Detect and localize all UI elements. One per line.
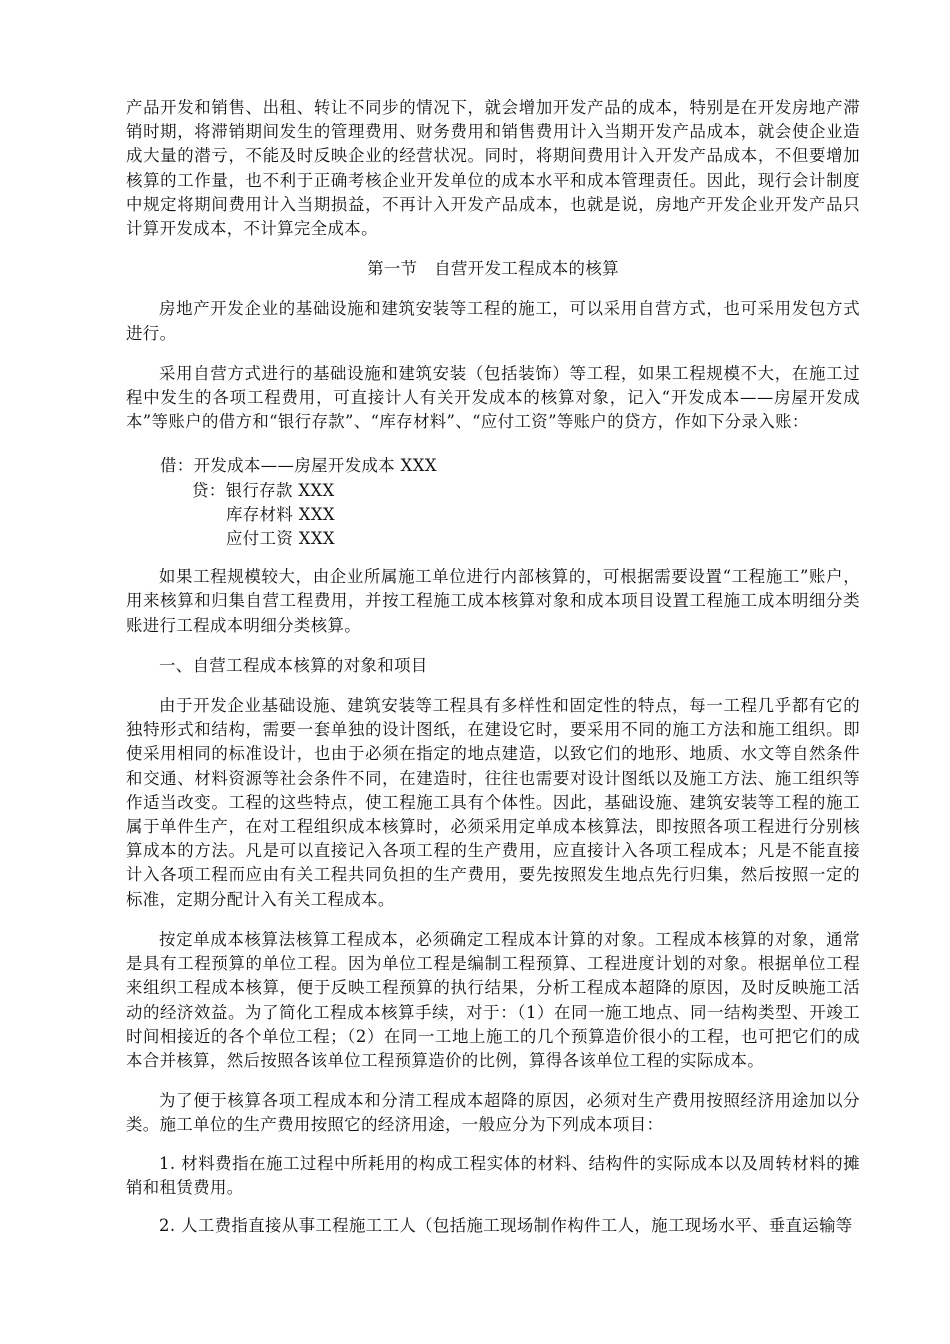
paragraph-continued: 产品开发和销售、出租、转让不同步的情况下，就会增加开发产品的成本，特别是在开发房地产滞销时期，将滞销期间发生的管理费用、财务费用和销售费用计入当期开发产品成本，就会使企业造成大量的潜亏，不能及时反映企业的经营状况。同时，将期间费用计入开发产品成本，不但要增加核算的工作量，也不利于正确考核企业开发单位的成本水平和成本管理责任。因此，现行会计制度中规定将期间费用计入当期损益，不再计入开发产品成本，也就是说，房地产开发企业开发产品只计算开发成本，不计算完全成本。 [126, 98, 860, 239]
paragraph-job-order-costing: 由于开发企业基础设施、建筑安装等工程具有多样性和固定性的特点，每一工程几乎都有它的独特形式和结构，需要一套单独的设计图纸，在建设它时，要采用不同的施工方法和施工组织。即使采用相同的标准设计，也由于必须在指定的地点建造，以致它们的地形、地质、水文等自然条件和交通、材料资源等社会条件不同，在建造时，往往也需要对设计图纸以及施工方法、施工组织等作适当改变。工程的这些特点，使工程施工具有个体性。因此，基础设施、建筑安装等工程的施工属于单件生产，在对工程组织成本核算时，必须采用定单成本核算法，即按照各项工程进行分别核算成本的方法。凡是可以直接记入各项工程的生产费用，应直接计入各项工程成本；凡是不能直接计入各项工程而应由有关工程共同负担的生产费用，要先按照发生地点先行归集，然后按照一定的标准，定期分配计入有关工程成本。 [126, 696, 860, 909]
journal-credit-line: 贷：银行存款 XXX [192, 480, 335, 500]
document-body [126, 96, 860, 1238]
journal-entry [126, 454, 860, 551]
list-item-materials: 1. 材料费指在施工过程中所耗用的构成工程实体的材料、结构件的实际成本以及周转材料的摊销和租赁费用。 [126, 1153, 860, 1197]
journal-credit-line: 应付工资 XXX [226, 529, 335, 549]
journal-debit-line: 借：开发成本——房屋开发成本 XXX [160, 456, 437, 476]
section-heading: 第一节 自营开发工程成本的核算 [367, 259, 619, 279]
paragraph-self-operated-large: 如果工程规模较大，由企业所属施工单位进行内部核算的，可根据需要设置“工程施工”账户，用来核算和归集自营工程费用，并按工程施工成本核算对象和成本项目设置工程施工成本明细分类账进行工程成本明细分类核算。 [126, 567, 860, 635]
paragraph-cost-objects: 按定单成本核算法核算工程成本，必须确定工程成本计算的对象。工程成本核算的对象，通常是具有工程预算的单位工程。因为单位工程是编制工程预算、工程进度计划的对象。根据单位工程来组织工程成本核算，便于反映工程预算的执行结果，分析工程成本超降的原因，及时反映施工活动的经济效益。为了简化工程成本核算手续，对于：（1）在同一施工地点、同一结构类型、开竣工时间相接近的各个单位工程；（2）在同一工地上施工的几个预算造价很小的工程，也可把它们的成本合并核算，然后按照各该单位工程预算造价的比例，算得各该单位工程的实际成本。 [126, 929, 860, 1070]
subheading-objects-and-items: 一、自营工程成本核算的对象和项目 [159, 655, 428, 675]
paragraph-construction-methods: 房地产开发企业的基础设施和建筑安装等工程的施工，可以采用自营方式，也可采用发包方式进行。 [126, 299, 860, 343]
journal-credit-line: 库存材料 XXX [226, 504, 335, 524]
paragraph-cost-items: 为了便于核算各项工程成本和分清工程成本超降的原因，必须对生产费用按照经济用途加以分类。施工单位的生产费用按照它的经济用途，一般应分为下列成本项目： [126, 1091, 860, 1135]
list-item-labor: 2. 人工费指直接从事工程施工工人（包括施工现场制作构件工人，施工现场水平、垂直运输等 [159, 1215, 853, 1235]
paragraph-self-operated-small: 采用自营方式进行的基础设施和建筑安装（包括装饰）等工程，如果工程规模不大，在施工过程中发生的各项工程费用，可直接计人有关开发成本的核算对象，记入“开发成本——房屋开发成本”等账户的借方和“银行存款”、“库存材料”、“应付工资”等账户的贷方，作如下分录入账： [126, 363, 860, 432]
